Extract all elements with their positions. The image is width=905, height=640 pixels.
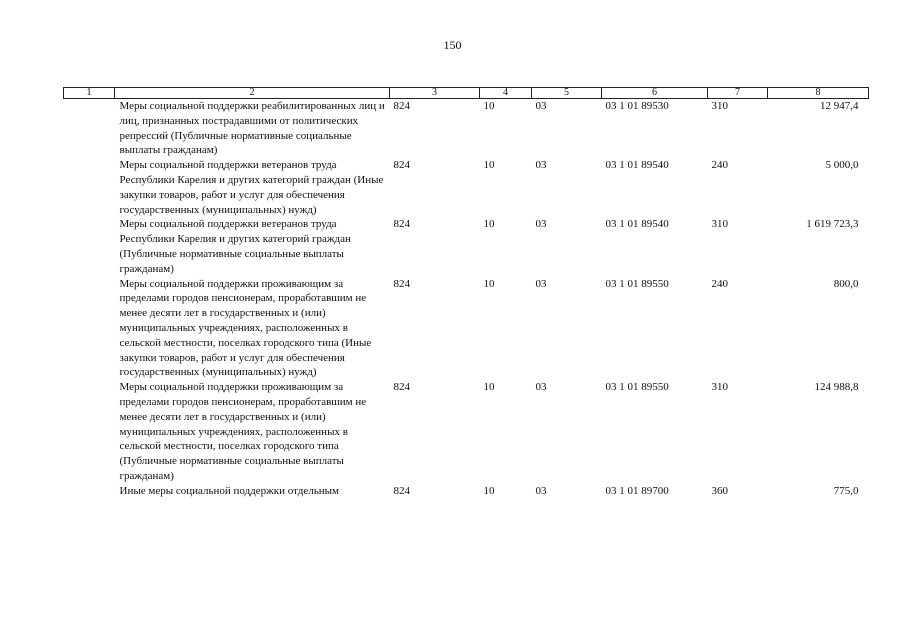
expense-type-code: 310 — [711, 218, 728, 231]
column-number-row — [64, 88, 869, 99]
expense-type-code: 310 — [711, 381, 728, 394]
section-code: 10 — [483, 277, 495, 290]
section-code: 10 — [483, 381, 495, 394]
target-item-code: 03 1 01 89550 — [605, 381, 669, 394]
column-header-3: 3 — [390, 88, 480, 99]
target-item-code: 03 1 01 89530 — [605, 100, 669, 112]
subsection-code: 03 — [535, 381, 547, 394]
expense-name: Иные меры социальной поддержки отдельным — [119, 484, 339, 497]
column-header-6: 6 — [602, 88, 708, 99]
ministry-code: 824 — [393, 159, 410, 172]
amount: 775,0 — [833, 484, 859, 497]
expense-type-code: 240 — [711, 159, 728, 172]
amount: 1 619 723,3 — [806, 218, 859, 231]
expense-name: Меры социальной поддержки проживающим за пределами городов пенсионерам, проработавшим не менее десяти лет в государственных и (или) муниципальных учреждениях, расположенных в сельской местности, поселках городского типа (Иные закупки товаров, работ и услуг для обеспечения государственных (муниципальных) нужд) — [119, 277, 372, 379]
subsection-code: 03 — [535, 159, 547, 172]
column-header-4: 4 — [480, 88, 532, 99]
row-number-cell — [64, 380, 115, 484]
table-row — [64, 158, 869, 217]
expense-type-code: 310 — [711, 100, 728, 112]
expense-type-code: 240 — [711, 277, 728, 290]
ministry-code: 824 — [393, 277, 410, 290]
table-row — [64, 99, 869, 159]
amount: 124 988,8 — [814, 381, 859, 394]
amount: 5 000,0 — [825, 159, 859, 172]
section-code: 10 — [483, 100, 495, 112]
table-row — [64, 217, 869, 276]
expense-name: Меры социальной поддержки реабилитированных лиц и лиц, признанных пострадавшими от политических репрессий (Публичные нормативные социальные выплаты гражданам) — [119, 100, 385, 157]
expense-type-code: 360 — [711, 484, 728, 497]
table-row — [64, 484, 869, 499]
target-item-code: 03 1 01 89550 — [605, 277, 669, 290]
column-header-1: 1 — [64, 88, 115, 99]
amount: 800,0 — [833, 277, 859, 290]
row-number-cell — [64, 217, 115, 276]
target-item-code: 03 1 01 89540 — [605, 159, 669, 172]
subsection-code: 03 — [535, 100, 547, 112]
budget-table — [63, 87, 869, 499]
column-header-5: 5 — [532, 88, 602, 99]
subsection-code: 03 — [535, 484, 547, 497]
row-number-cell — [64, 484, 115, 499]
section-code: 10 — [483, 484, 495, 497]
target-item-code: 03 1 01 89700 — [605, 484, 669, 497]
section-code: 10 — [483, 218, 495, 231]
ministry-code: 824 — [393, 381, 410, 394]
table-row — [64, 277, 869, 381]
ministry-code: 824 — [393, 484, 410, 497]
section-code: 10 — [483, 159, 495, 172]
row-number-cell — [64, 99, 115, 159]
amount: 12 947,4 — [820, 100, 859, 112]
ministry-code: 824 — [393, 218, 410, 231]
column-header-2: 2 — [115, 88, 390, 99]
column-header-7: 7 — [708, 88, 768, 99]
subsection-code: 03 — [535, 218, 547, 231]
ministry-code: 824 — [393, 100, 410, 112]
expense-name: Меры социальной поддержки ветеранов труда Республики Карелия и других категорий граждан (Публичные нормативные социальные выплаты гражданам) — [119, 218, 351, 275]
subsection-code: 03 — [535, 277, 547, 290]
expense-name: Меры социальной поддержки проживающим за пределами городов пенсионерам, проработавшим не менее десяти лет в государственных и (или) муниципальных учреждениях, расположенных в сельской местности, поселках городского типа (Публичные нормативные социальные выплаты гражданам) — [119, 381, 367, 482]
table-row — [64, 380, 869, 484]
column-header-8: 8 — [768, 88, 869, 99]
row-number-cell — [64, 158, 115, 217]
row-number-cell — [64, 277, 115, 381]
target-item-code: 03 1 01 89540 — [605, 218, 669, 231]
page-number: 150 — [443, 38, 462, 52]
expense-name: Меры социальной поддержки ветеранов труда Республики Карелия и других категорий граждан (Иные закупки товаров, работ и услуг для обеспечения государственных (муниципальных) нужд) — [119, 159, 384, 216]
